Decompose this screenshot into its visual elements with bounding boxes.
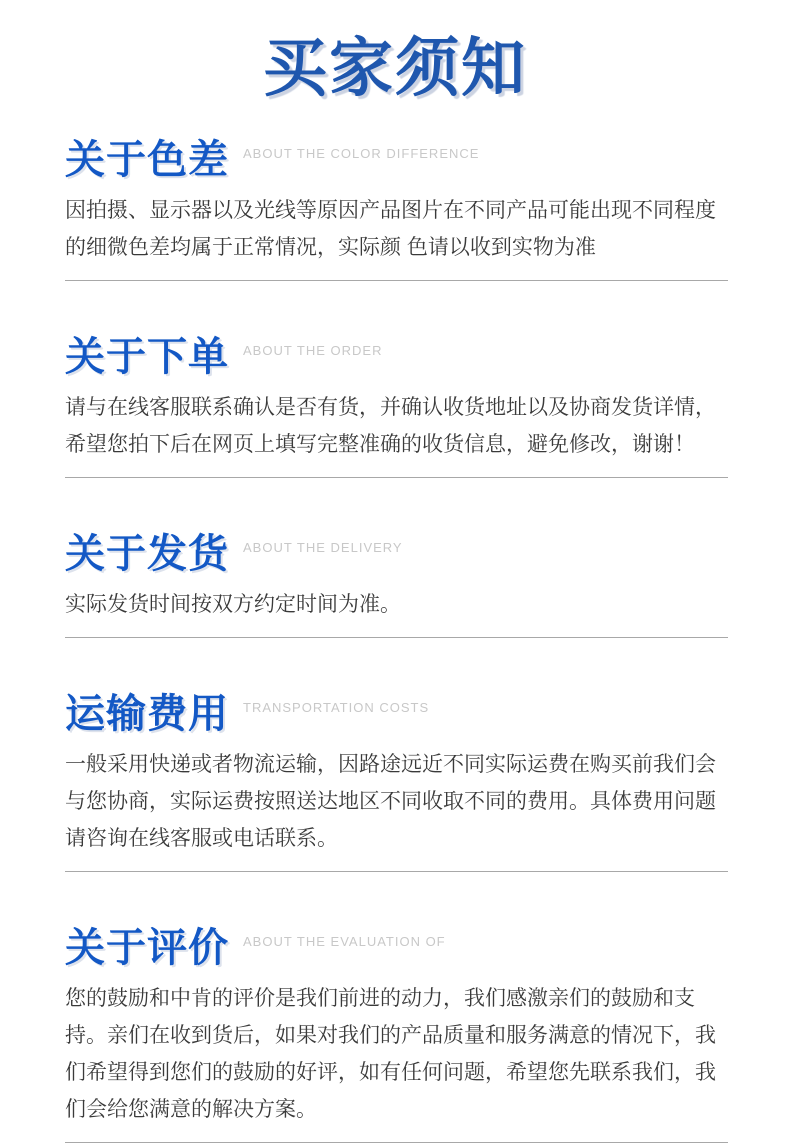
section-body-text: 一般采用快递或者物流运输，因路途远近不同实际运费在购买前我们会与您协商，实际运费按照送达地区不同收取不同的费用。具体费用问题请咨询在线客服或电话联系。 (65, 753, 716, 850)
section-heading-shipping-cost: 运输费用 (65, 692, 229, 736)
section-body-text: 实际发货时间按双方约定时间为准。 (65, 593, 401, 616)
section-heading-evaluation: 关于评价 (65, 926, 229, 970)
section-divider (65, 477, 728, 478)
section-header (65, 524, 728, 578)
section-heading-order: 关于下单 (65, 335, 229, 379)
section-divider (65, 280, 728, 281)
section-evaluation (65, 918, 728, 1143)
section-order (65, 327, 728, 478)
section-subtitle-en: ABOUT THE ORDER (243, 343, 383, 358)
section-heading-delivery: 关于发货 (65, 532, 229, 576)
section-divider (65, 871, 728, 872)
section-color-difference (65, 130, 728, 281)
page-title: 买家须知 (263, 32, 527, 104)
section-subtitle-en: TRANSPORTATION COSTS (243, 700, 430, 715)
section-heading-color-difference: 关于色差 (65, 138, 229, 182)
section-body-text: 因拍摄、显示器以及光线等原因产品图片在不同产品可能出现不同程度的细微色差均属于正常情况，实际颜 色请以收到实物为准 (65, 199, 716, 259)
section-delivery (65, 524, 728, 638)
section-subtitle-en: ABOUT THE DELIVERY (243, 540, 403, 555)
section-header (65, 327, 728, 381)
section-divider (65, 637, 728, 638)
section-body-text: 您的鼓励和中肯的评价是我们前进的动力，我们感激亲们的鼓励和支持。亲们在收到货后，如果对我们的产品质量和服务满意的情况下，我们希望得到您们的鼓励的好评，如有任何问题，希望您先联系我们，我们会给您满意的解决方案。 (65, 987, 716, 1121)
section-subtitle-en: ABOUT THE COLOR DIFFERENCE (243, 146, 480, 161)
section-header (65, 918, 728, 972)
buyer-notice-page (0, 26, 790, 1142)
section-header (65, 130, 728, 184)
section-subtitle-en: ABOUT THE EVALUATION OF (243, 934, 446, 949)
section-shipping-cost (65, 684, 728, 872)
section-header (65, 684, 728, 738)
section-body-text: 请与在线客服联系确认是否有货，并确认收货地址以及协商发货详情，希望您拍下后在网页上填写完整准确的收货信息，避免修改，谢谢！ (65, 396, 716, 456)
